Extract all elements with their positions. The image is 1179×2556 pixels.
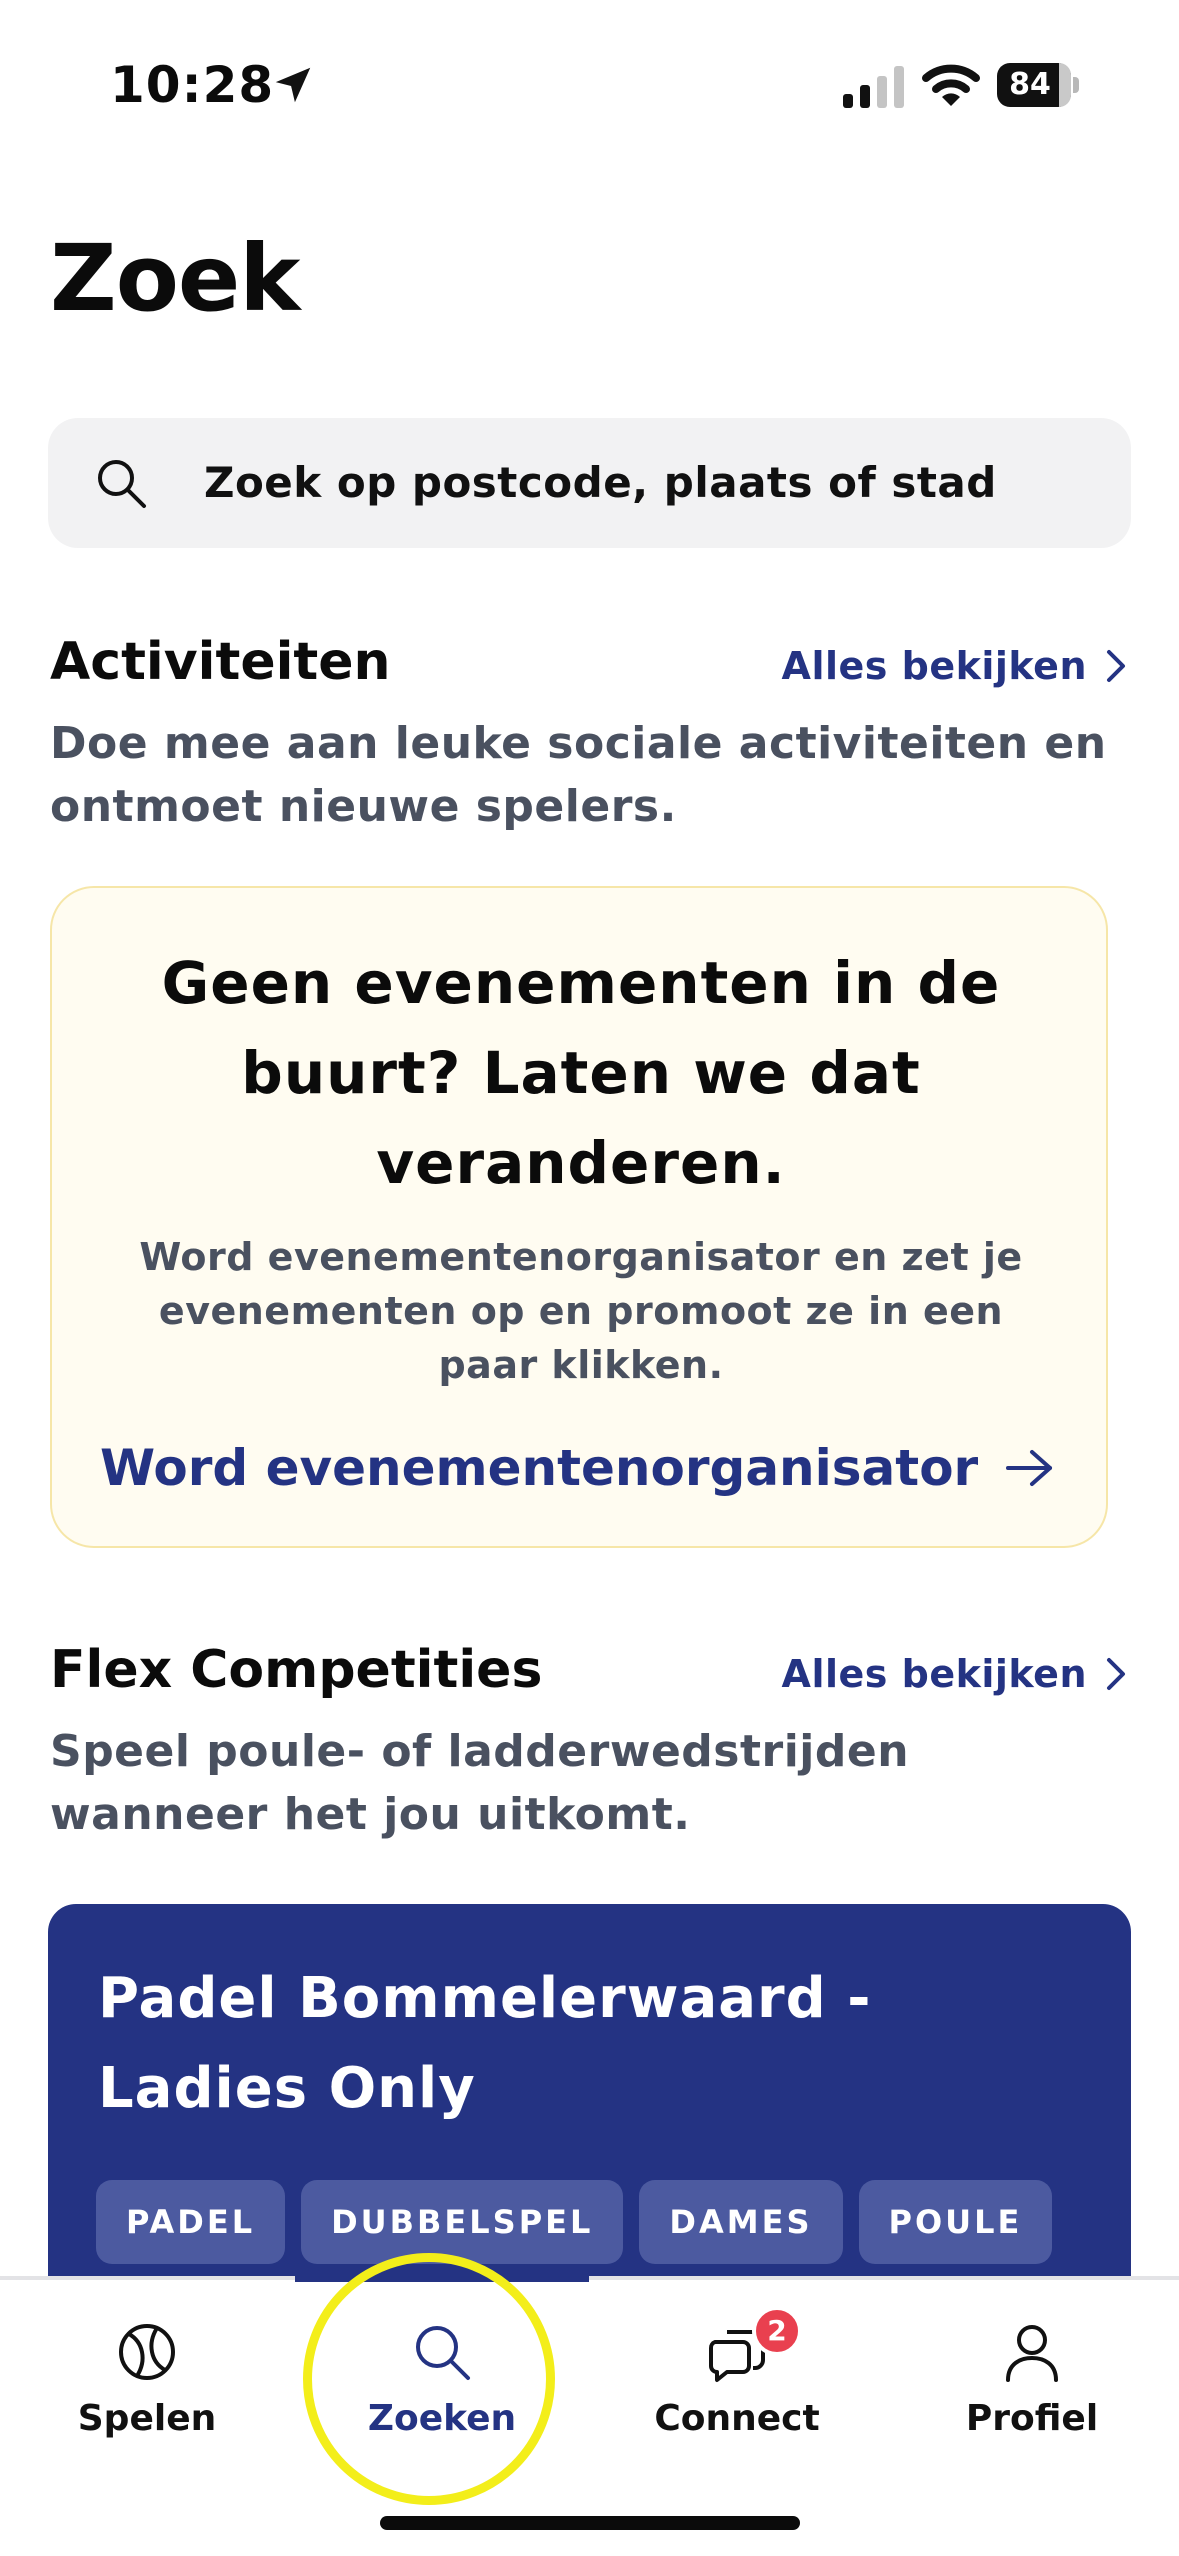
chevron-right-icon [1103, 1654, 1129, 1694]
become-organizer-link[interactable] [100, 1428, 1056, 1508]
tab-label: Zoeken [367, 2398, 517, 2439]
tab-spelen[interactable] [0, 2320, 294, 2470]
search-icon [94, 456, 148, 510]
tab-connect[interactable] [590, 2314, 884, 2470]
activities-see-all-label: Alles bekijken [781, 644, 1087, 688]
status-bar [0, 0, 1179, 170]
highlight-circle [303, 2253, 555, 2505]
home-indicator [380, 2516, 800, 2530]
activities-title: Activiteiten [50, 632, 391, 692]
battery-indicator [997, 63, 1079, 107]
arrow-right-icon [1004, 1446, 1056, 1490]
tab-label: Spelen [77, 2398, 217, 2439]
tag: DAMES [639, 2180, 842, 2264]
tag: DUBBELSPEL [301, 2180, 623, 2264]
page-title: Zoek [50, 225, 300, 332]
tag: POULE [859, 2180, 1053, 2264]
promo-text: Word evenementenorganisator en zet je evenementen op en promoot ze in een paar klikken. [139, 1235, 1023, 1387]
organizer-promo-card [50, 886, 1108, 1548]
wifi-icon [922, 62, 980, 108]
bottom-tab-bar [0, 2276, 1179, 2556]
competition-tags [96, 2180, 1052, 2264]
activities-see-all-link[interactable] [782, 636, 1129, 696]
tab-label: Connect [654, 2398, 820, 2439]
tab-profiel[interactable] [885, 2320, 1179, 2470]
competition-card[interactable] [48, 1904, 1131, 2284]
search-placeholder: Zoek op postcode, plaats of stad [204, 458, 997, 507]
flex-see-all-link[interactable] [782, 1644, 1129, 1704]
become-organizer-label: Word evenementenorganisator [100, 1439, 979, 1497]
chevron-right-icon [1103, 646, 1129, 686]
tennis-ball-icon [115, 2320, 179, 2384]
competition-title: Padel Bommelerwaard - Ladies Only [98, 1966, 872, 2121]
tag: PADEL [96, 2180, 285, 2264]
flex-see-all-label: Alles bekijken [781, 1652, 1087, 1696]
unread-badge: 2 [752, 2306, 802, 2356]
person-icon [1000, 2320, 1064, 2384]
activities-description: Doe mee aan leuke sociale activiteiten en ontmoet nieuwe spelers. [50, 718, 1107, 832]
status-time: 10:28 [110, 56, 275, 114]
flex-competitions-title: Flex Competities [50, 1640, 543, 1700]
search-input[interactable] [48, 418, 1131, 548]
tab-label: Profiel [965, 2398, 1099, 2439]
flex-description: Speel poule- of ladderwedstrijden wanneer het jou uitkomt. [50, 1726, 910, 1840]
promo-heading: Geen evenementen in de buurt? Laten we dat veranderen. [161, 949, 1001, 1197]
cellular-signal-icon [843, 66, 905, 108]
battery-level: 84 [1009, 67, 1051, 102]
location-arrow-icon [270, 62, 316, 108]
